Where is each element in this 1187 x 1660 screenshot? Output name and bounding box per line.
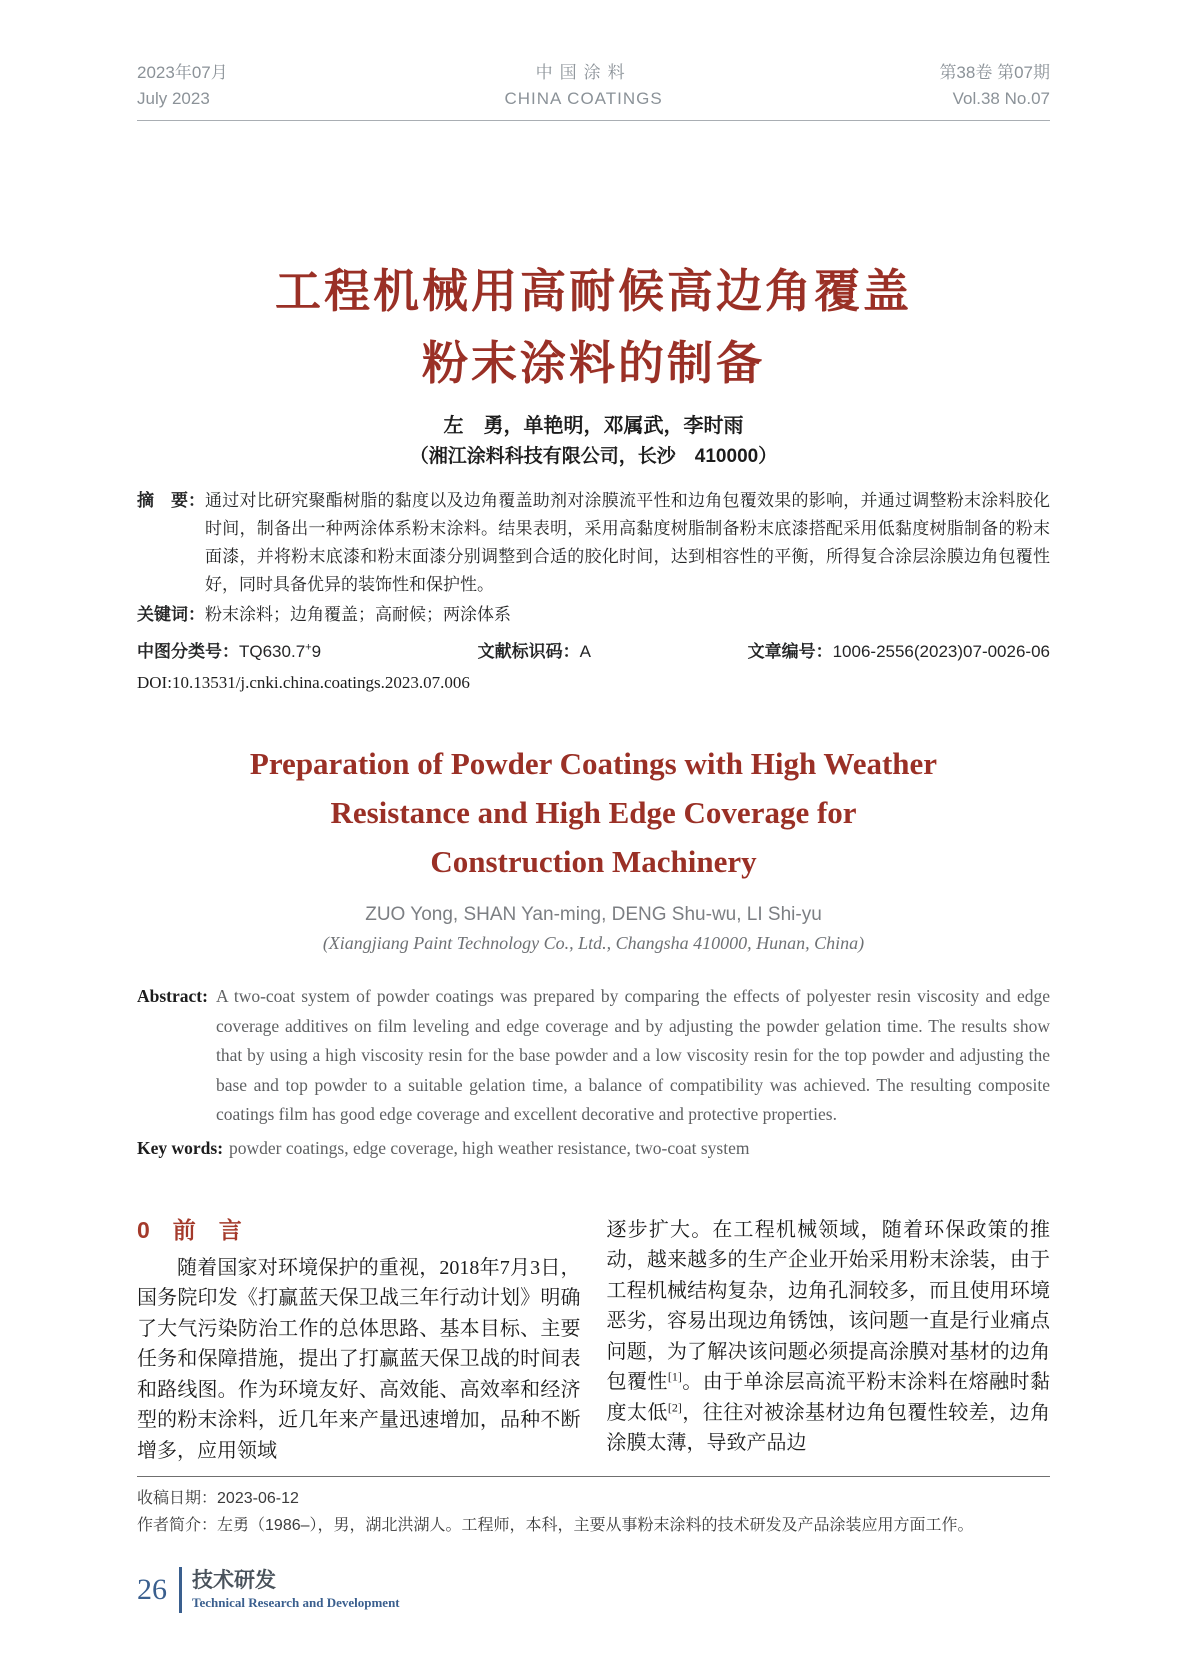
reference-marker-2: [2] bbox=[667, 1399, 682, 1414]
clc-label: 中图分类号： bbox=[137, 642, 239, 661]
intro-right-part2: 。由于单涂层高流平粉末涂料在熔融时黏度太低 bbox=[606, 1371, 1051, 1424]
body-columns bbox=[137, 1215, 1050, 1467]
footnote-received-value: 2023-06-12 bbox=[217, 1490, 299, 1507]
keywords-zh bbox=[137, 601, 1050, 629]
journal-issue-en: Vol.38 No.07 bbox=[952, 89, 1050, 108]
journal-date-zh: 2023年07月 bbox=[137, 63, 228, 82]
article-title-en-line1: Preparation of Powder Coatings with High Weather bbox=[249, 746, 938, 781]
authors-en: ZUO Yong, SHAN Yan-ming, DENG Shu-wu, LI Shi-yu bbox=[365, 904, 822, 925]
abstract-zh bbox=[137, 487, 1050, 599]
clc-value-tail: 9 bbox=[311, 642, 322, 661]
clc-superscript: + bbox=[305, 641, 312, 654]
keywords-zh-label: 关键词： bbox=[137, 605, 205, 624]
article-title-zh bbox=[137, 255, 1050, 399]
intro-paragraph-left: 随着国家对环境保护的重视，2018年7月3日，国务院印发《打赢蓝天保卫战三年行动计划》明确了大气污染防治工作的总体思路、基本目标、主要任务和保障措施，提出了打赢蓝天保卫战的时间表和路线图。作为环境友好、高效能、高效率和经济型的粉末涂料，近几年来产量迅速增加，品种不断增多，应用领域 bbox=[137, 1256, 581, 1462]
document-code bbox=[478, 638, 591, 666]
footer-section bbox=[192, 1568, 400, 1613]
article-title-zh-line1: 工程机械用高耐候高边角覆盖 bbox=[275, 265, 912, 317]
article-title-en-line3: Construction Machinery bbox=[430, 844, 757, 879]
abstract-en bbox=[137, 982, 1050, 1130]
journal-name-en: CHINA COATINGS bbox=[504, 89, 663, 108]
footnote-received bbox=[137, 1485, 1050, 1512]
reference-marker-1: [1] bbox=[667, 1369, 682, 1384]
journal-date-en: July 2023 bbox=[137, 89, 210, 108]
affiliation-zh: （湘江涂料科技有限公司，长沙 410000） bbox=[409, 446, 778, 467]
footer-section-en: Technical Research and Development bbox=[192, 1594, 400, 1610]
page-footer bbox=[137, 1567, 1050, 1613]
intro-right-part1: 逐步扩大。在工程机械领域，随着环保政策的推动，越来越多的生产企业开始采用粉末涂装，由于工程机械结构复杂，边角孔洞较多，而且使用环境恶劣，容易出现边角锈蚀，该问题一直是行业痛点问题，为了解决该问题必须提高涂膜对基材的边角包覆性 bbox=[606, 1218, 1050, 1393]
article-title-en bbox=[137, 739, 1050, 886]
footnote-bio-value: 左勇（1986–），男，湖北洪湖人。工程师，本科，主要从事粉末涂料的技术研发及产品涂装应用方面工作。 bbox=[217, 1517, 974, 1534]
journal-name-zh: 中国涂料 bbox=[535, 63, 632, 82]
document-code-value: A bbox=[579, 642, 591, 661]
affiliation-en: (Xiangjiang Paint Technology Co., Ltd., Changsha 410000, Hunan, China) bbox=[322, 933, 865, 953]
keywords-zh-text: 粉末涂料；边角覆盖；高耐候；两涂体系 bbox=[205, 605, 511, 624]
footer-section-zh: 技术研发 bbox=[192, 1568, 276, 1592]
abstract-en-label: Abstract: bbox=[137, 986, 208, 1006]
journal-date bbox=[137, 60, 228, 112]
keywords-en bbox=[137, 1134, 1050, 1163]
article-title-en-line2: Resistance and High Edge Coverage for bbox=[330, 795, 857, 830]
article-number-value: 1006-2556(2023)07-0026-06 bbox=[832, 642, 1050, 661]
footnote-received-label: 收稿日期： bbox=[137, 1490, 218, 1507]
right-column bbox=[607, 1215, 1051, 1467]
journal-issue bbox=[939, 60, 1050, 112]
page-number: 26 bbox=[137, 1573, 167, 1606]
doi: DOI:10.13531/j.cnki.china.coatings.2023.07.006 bbox=[137, 673, 470, 692]
intro-paragraph-right bbox=[607, 1215, 1051, 1459]
intro-right-part3: ，往往对被涂基材边角包覆性较差，边角涂膜太薄，导致产品边 bbox=[606, 1401, 1051, 1454]
article-number bbox=[748, 638, 1050, 666]
article-page bbox=[137, 60, 1050, 1613]
journal-header bbox=[137, 60, 1050, 121]
section-0-heading: 0 前 言 bbox=[137, 1216, 242, 1243]
article-title-zh-line2: 粉末涂料的制备 bbox=[422, 337, 765, 389]
abstract-en-text: A two-coat system of powder coatings was prepared by comparing the effects of polyester resin viscosity and edge coverage additives on film leveling and edge coverage and by adjusting the powder gelation time. The results show that by using a high viscosity resin for the base powder and a low viscosity resin for the top powder and adjusting the base and top powder to a suitable gelation time, a balance of compatibility was achieved. The resulting composite coatings film has good edge coverage and excellent decorative and protective properties. bbox=[215, 986, 1050, 1124]
clc-value: TQ630.7 bbox=[239, 642, 306, 661]
footnote-bio-label: 作者简介： bbox=[137, 1517, 218, 1534]
authors-zh: 左 勇，单艳明，邓属武，李时雨 bbox=[443, 415, 744, 437]
document-code-label: 文献标识码： bbox=[477, 642, 580, 661]
footnote-block bbox=[137, 1476, 1050, 1539]
journal-name bbox=[504, 60, 662, 112]
article-number-label: 文章编号： bbox=[747, 642, 833, 661]
abstract-zh-text: 通过对比研究聚酯树脂的黏度以及边角覆盖助剂对涂膜流平性和边角包覆效果的影响，并通过调整粉末涂料胶化时间，制备出一种两涂体系粉末涂料。结果表明，采用高黏度树脂制备粉末底漆搭配采用低黏度树脂制备的粉末面漆，并将粉末底漆和粉末面漆分别调整到合适的胶化时间，达到相容性的平衡，所得复合涂层涂膜边角包覆性好，同时具备优异的装饰性和保护性。 bbox=[205, 491, 1050, 594]
keywords-en-label: Key words: bbox=[137, 1137, 224, 1158]
keywords-en-text: powder coatings, edge coverage, high weather resistance, two-coat system bbox=[229, 1137, 750, 1158]
left-column bbox=[137, 1215, 581, 1467]
abstract-zh-label: 摘 要： bbox=[137, 491, 205, 510]
journal-issue-zh: 第38卷 第07期 bbox=[939, 63, 1050, 82]
classification-row bbox=[137, 638, 1050, 666]
clc-number bbox=[137, 638, 321, 666]
footer-divider-bar bbox=[179, 1567, 182, 1613]
footnote-bio bbox=[137, 1512, 1050, 1539]
